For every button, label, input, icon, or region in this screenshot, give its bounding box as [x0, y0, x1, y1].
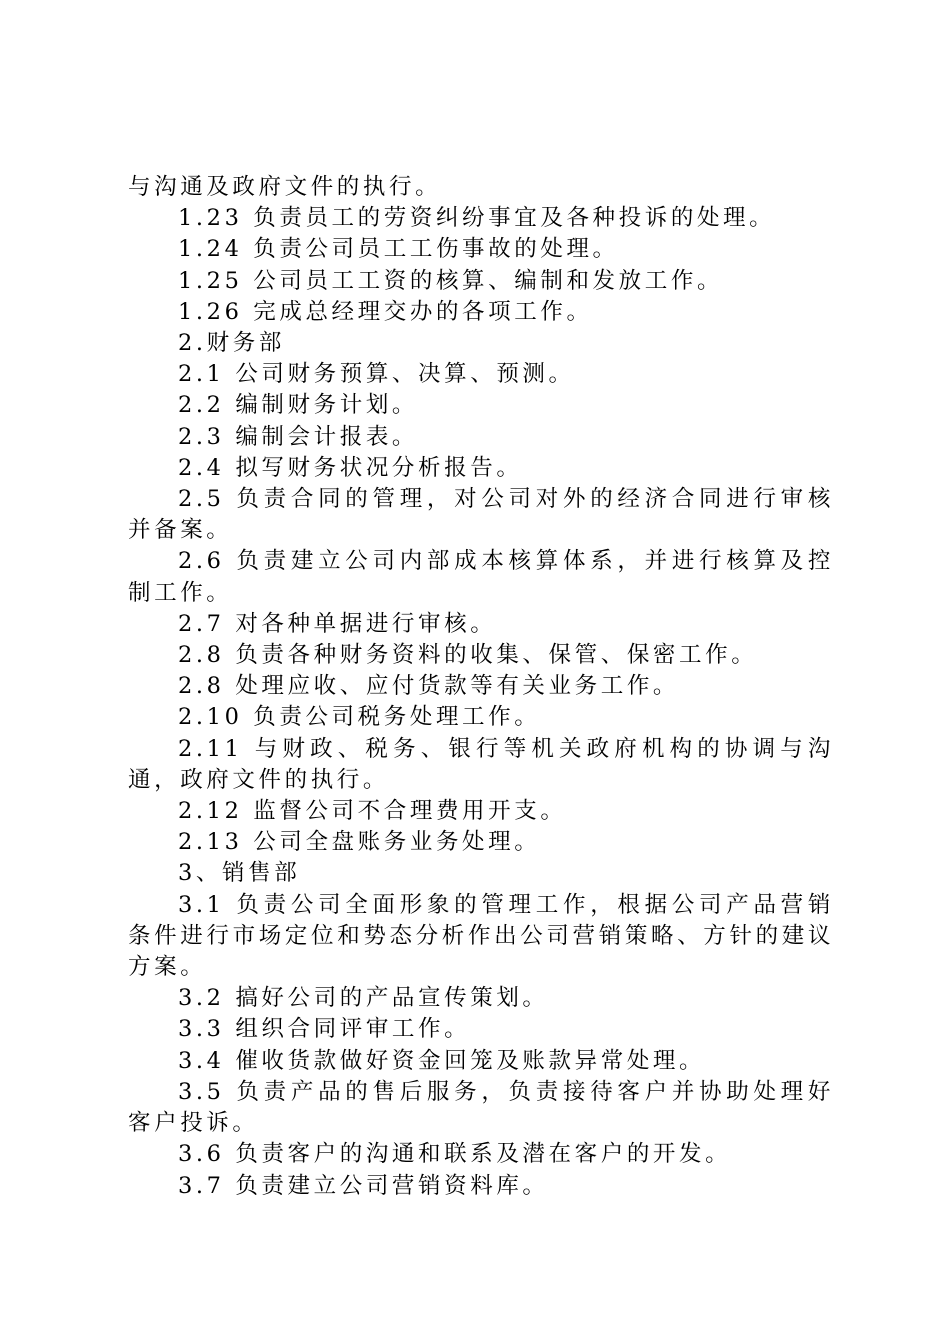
- paragraph-22: 3.3 组织合同评审工作。: [178, 1016, 471, 1043]
- paragraph-3: 1.25 公司员工工资的核算、编制和发放工作。: [178, 267, 724, 294]
- section-heading-sales: 3、销售部: [178, 860, 301, 887]
- paragraph-9: 2.4 拟写财务状况分析报告。: [178, 454, 523, 481]
- paragraph-21: 3.2 搞好公司的产品宣传策划。: [178, 985, 549, 1012]
- paragraph-12: 2.7 对各种单据进行审核。: [178, 610, 497, 637]
- paragraph-16: 2.11 与财政、税务、银行等机关政府机构的协调与沟通，政府文件的执行。: [128, 735, 834, 793]
- paragraph-25: 3.6 负责客户的沟通和联系及潜在客户的开发。: [178, 1141, 732, 1168]
- section-heading-finance: 2.财务部: [178, 330, 285, 357]
- paragraph-24: 3.5 负责产品的售后服务，负责接待客户并协助处理好客户投诉。: [128, 1078, 834, 1137]
- paragraph-14: 2.8 处理应收、应付货款等有关业务工作。: [178, 673, 680, 700]
- paragraph-6: 2.1 公司财务预算、决算、预测。: [178, 361, 575, 388]
- document-body: [128, 172, 834, 1202]
- paragraph-10: 2.5 负责合同的管理，对公司对外的经济合同进行审核并备案。: [128, 486, 834, 544]
- paragraph-7: 2.2 编制财务计划。: [178, 392, 419, 419]
- paragraph-17: 2.12 监督公司不合理费用开支。: [178, 798, 567, 825]
- paragraph-18: 2.13 公司全盘账务业务处理。: [178, 829, 541, 856]
- paragraph-8: 2.3 编制会计报表。: [178, 423, 419, 450]
- paragraph-11: 2.6 负责建立公司内部成本核算体系，并进行核算及控制工作。: [128, 548, 834, 606]
- paragraph-13: 2.8 负责各种财务资料的收集、保管、保密工作。: [178, 642, 758, 669]
- paragraph-15: 2.10 负责公司税务处理工作。: [178, 704, 541, 731]
- paragraph-23: 3.4 催收货款做好资金回笼及账款异常处理。: [178, 1047, 706, 1074]
- paragraph-2: 1.24 负责公司员工工伤事故的处理。: [178, 236, 619, 263]
- paragraph-0: 与沟通及政府文件的执行。: [128, 174, 442, 200]
- paragraph-20: 3.1 负责公司全面形象的管理工作，根据公司产品营销条件进行市场定位和势态分析作出公司营销策略、方针的建议方案。: [128, 891, 834, 981]
- paragraph-1: 1.23 负责员工的劳资纠纷事宜及各种投诉的处理。: [178, 205, 776, 232]
- paragraph-26: 3.7 负责建立公司营销资料库。: [178, 1172, 549, 1199]
- paragraph-4: 1.26 完成总经理交办的各项工作。: [178, 298, 593, 325]
